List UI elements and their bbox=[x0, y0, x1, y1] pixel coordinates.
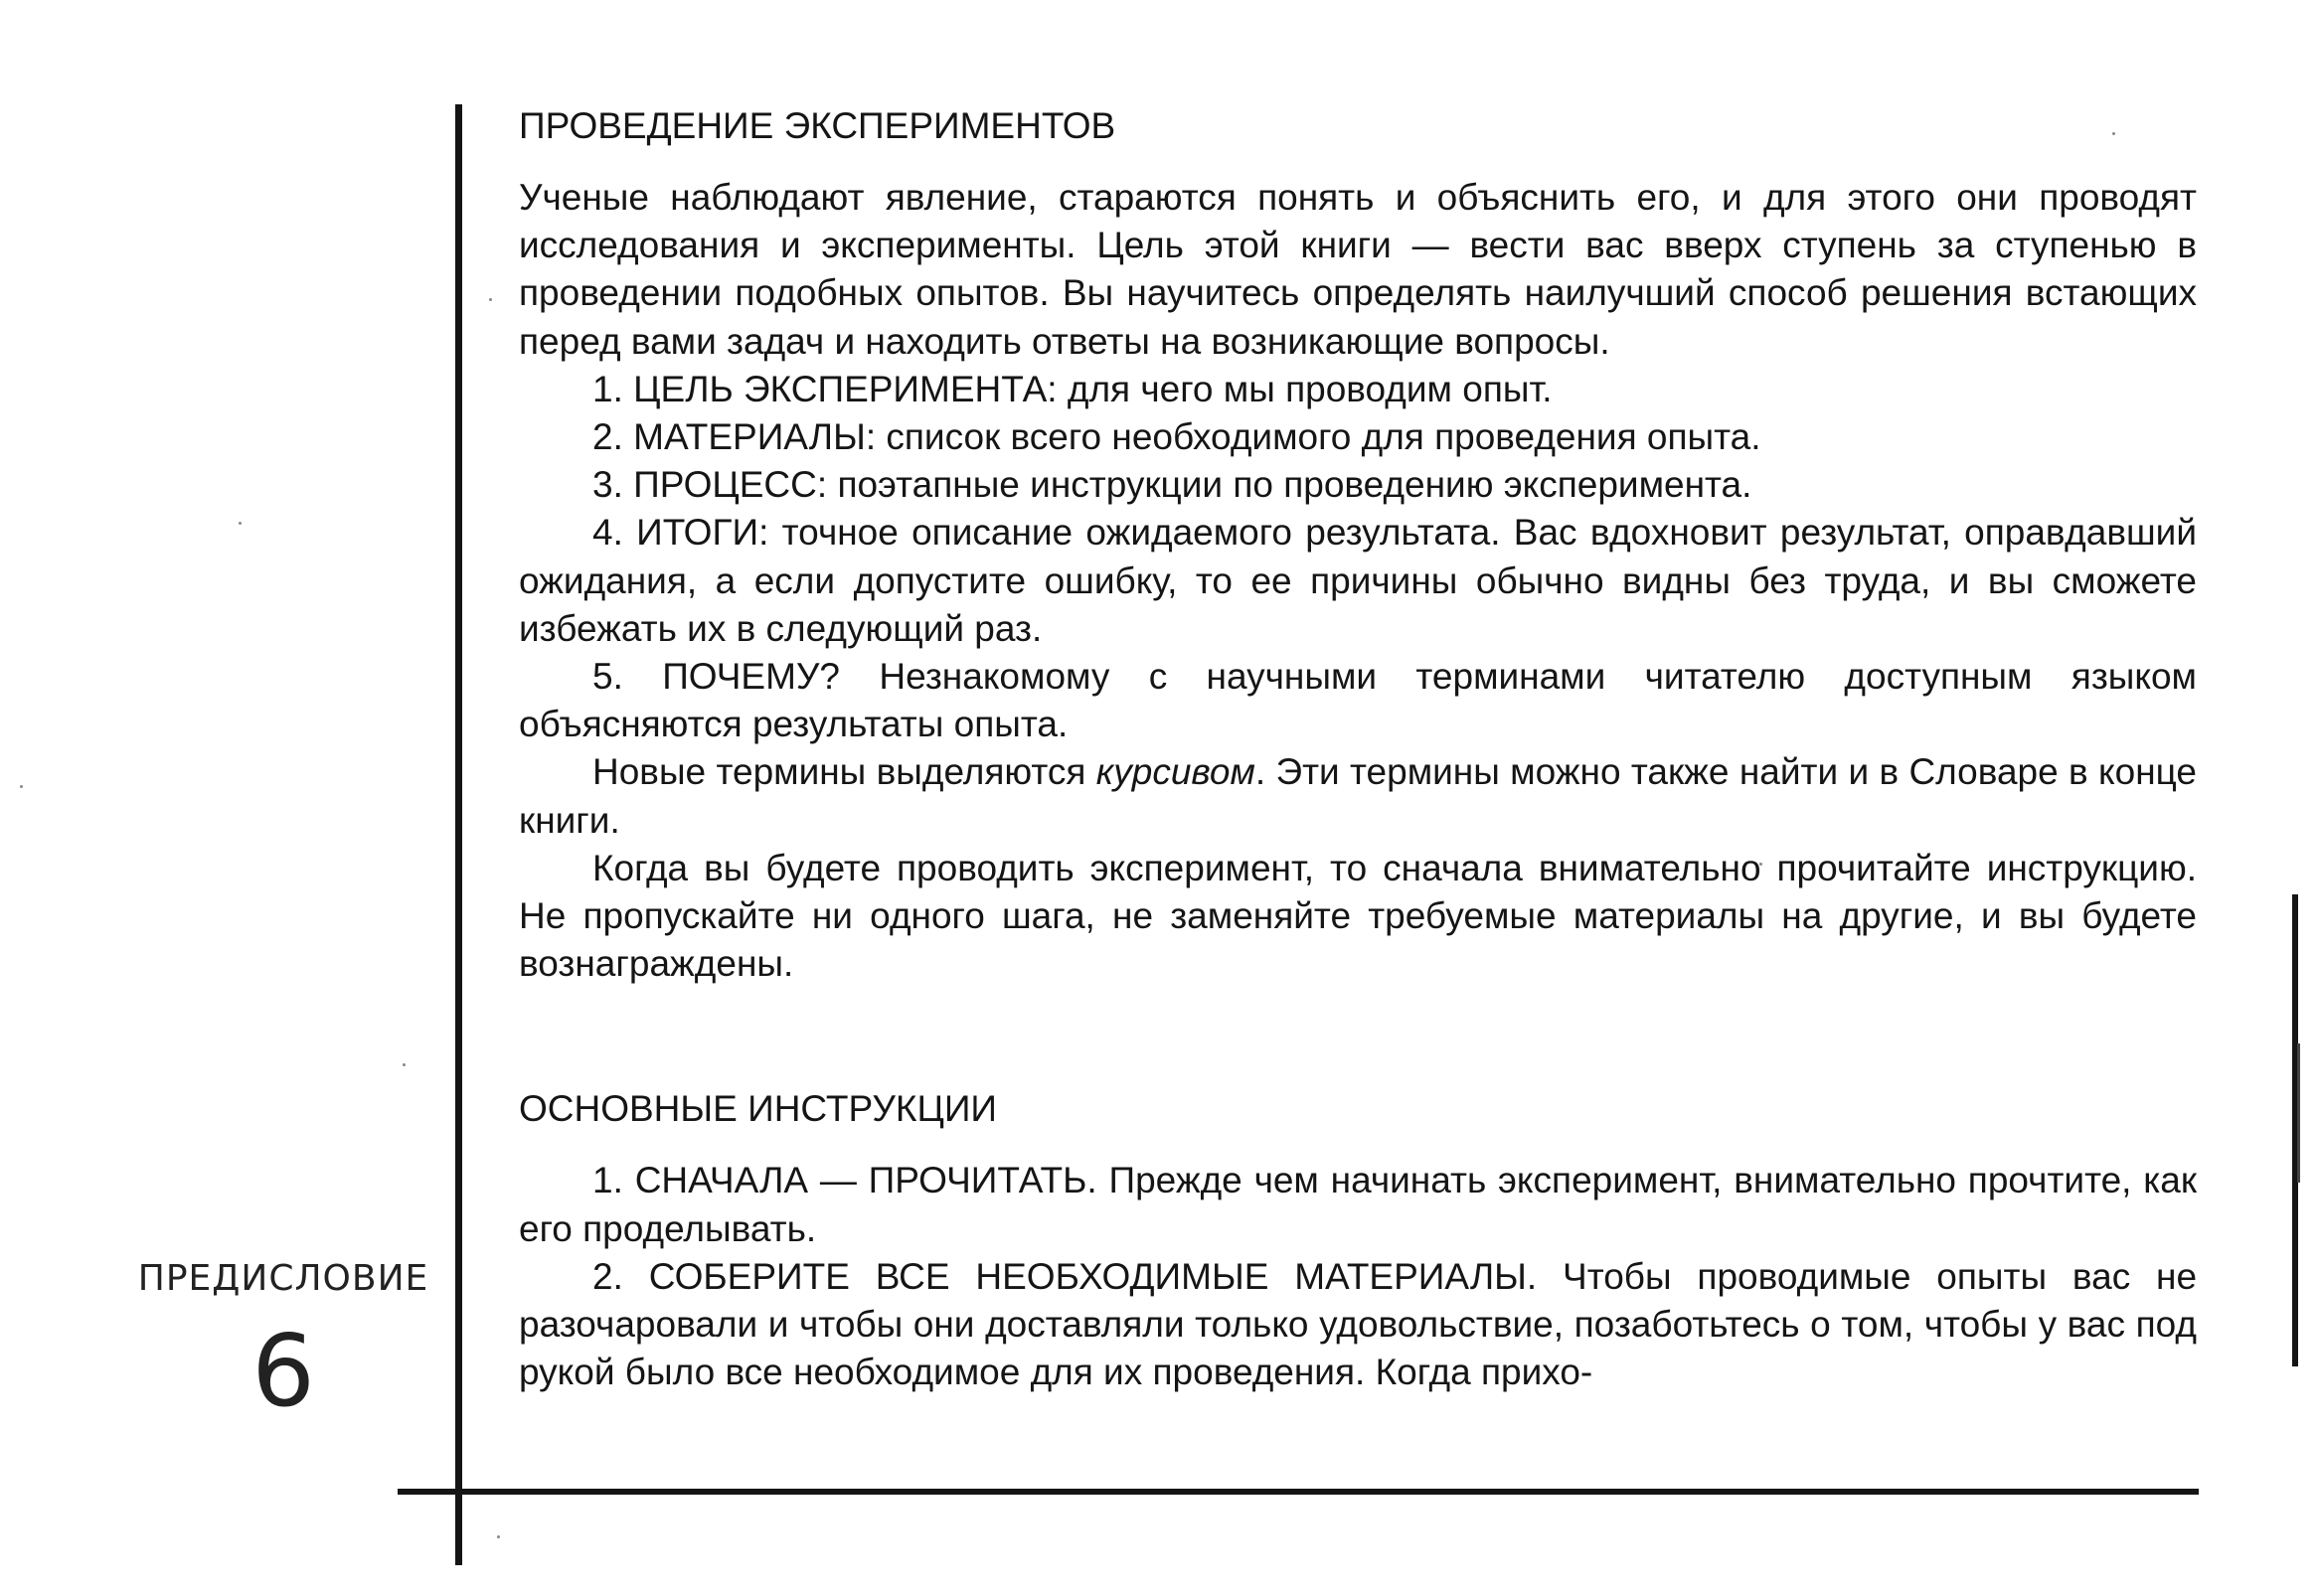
scan-speck bbox=[489, 298, 492, 301]
item-term: ИТОГИ: bbox=[636, 512, 769, 554]
intro-paragraph: Ученые наблюдают явление, стараются понять и объяснить его, и для этого они проводят исследования и эксперименты. Цель этой книги — вести вас вверх ступень за ступенью в проведении подобных опытов. Вы научитесь определять наилучший способ решения встающих перед вами задач и находить ответы на возникающие вопросы. bbox=[519, 177, 2197, 362]
terms-note-italic: курсивом bbox=[1095, 751, 1255, 793]
item-number: 2. bbox=[592, 416, 623, 458]
terms-note-after: . Эти термины можно также найти и в Словаре в конце книги. bbox=[519, 751, 2198, 841]
list-item bbox=[519, 413, 2197, 461]
item-term: МАТЕРИАЛЫ: bbox=[633, 416, 877, 458]
closing-paragraph: Когда вы будете проводить эксперимент, то сначала внимательно прочитайте инструкцию. Не пропускайте ни одного шага, не заменяйте требуемые материалы на другие, и вы будете вознаграждены. bbox=[519, 847, 2197, 985]
item-text: Незнакомому с научными терминами читателю доступным языком объясняются результаты опыта. bbox=[519, 656, 2197, 745]
scan-speck bbox=[403, 1063, 406, 1066]
item-term: СНАЧАЛА — ПРОЧИТАТЬ. bbox=[634, 1160, 1097, 1201]
list-item bbox=[519, 1157, 2197, 1252]
item-number: 2. bbox=[592, 1255, 623, 1297]
item-number: 1. bbox=[592, 1160, 623, 1201]
item-text: точное описание ожидаемого результата. Вас вдохновит результат, оправдавший ожидания, а если допустите ошибку, то ее причины обычно видны без труда, и вы сможете избежать их в следующий раз. bbox=[519, 512, 2197, 649]
item-text: поэтапные инструкции по проведению эксперимента. bbox=[837, 464, 1752, 506]
scan-speck bbox=[497, 1535, 500, 1538]
item-number: 5. bbox=[592, 656, 623, 698]
item-term: ЦЕЛЬ ЭКСПЕРИМЕНТА: bbox=[633, 368, 1058, 409]
vertical-rule bbox=[455, 104, 462, 1565]
item-text: список всего необходимого для проведения опыта. bbox=[886, 416, 1761, 458]
section-title-instructions: ОСНОВНЫЕ ИНСТРУКЦИИ bbox=[519, 1088, 997, 1130]
item-term: ПОЧЕМУ? bbox=[662, 656, 841, 698]
section-title-experiments: ПРОВЕДЕНИЕ ЭКСПЕРИМЕНТОВ bbox=[519, 105, 1116, 146]
main-text bbox=[519, 102, 2197, 1396]
page-edge-mark-thin bbox=[2297, 1043, 2300, 1183]
item-number: 1. bbox=[592, 368, 623, 409]
footer-rule bbox=[398, 1489, 2199, 1495]
item-text: Прежде чем начинать эксперимент, внимательно прочтите, как его проделывать. bbox=[519, 1160, 2198, 1249]
list-item bbox=[519, 461, 2197, 509]
list-item bbox=[519, 509, 2197, 653]
terms-note-before: Новые термины выделяются bbox=[592, 751, 1086, 793]
list-item bbox=[519, 653, 2197, 748]
terms-note-paragraph bbox=[519, 748, 2197, 844]
item-text: для чего мы проводим опыт. bbox=[1067, 368, 1553, 409]
item-number: 4. bbox=[592, 512, 623, 554]
item-number: 3. bbox=[592, 464, 623, 506]
item-text: Чтобы проводимые опыты вас не разочаровали и чтобы они доставляли только удовольствие, позаботьтесь о том, чтобы у вас под рукой было все необходимое для их проведения. Когда прихо- bbox=[519, 1255, 2198, 1393]
item-term: СОБЕРИТЕ ВСЕ НЕОБХОДИМЫЕ МАТЕРИАЛЫ. bbox=[648, 1255, 1538, 1297]
item-term: ПРОЦЕСС: bbox=[633, 464, 828, 506]
list-item bbox=[519, 1253, 2197, 1397]
scan-speck bbox=[239, 522, 242, 525]
scan-speck bbox=[20, 785, 23, 788]
page-number: 6 bbox=[251, 1313, 315, 1429]
list-item bbox=[519, 366, 2197, 413]
section-label: ПРЕДИСЛОВИЕ bbox=[137, 1258, 429, 1299]
